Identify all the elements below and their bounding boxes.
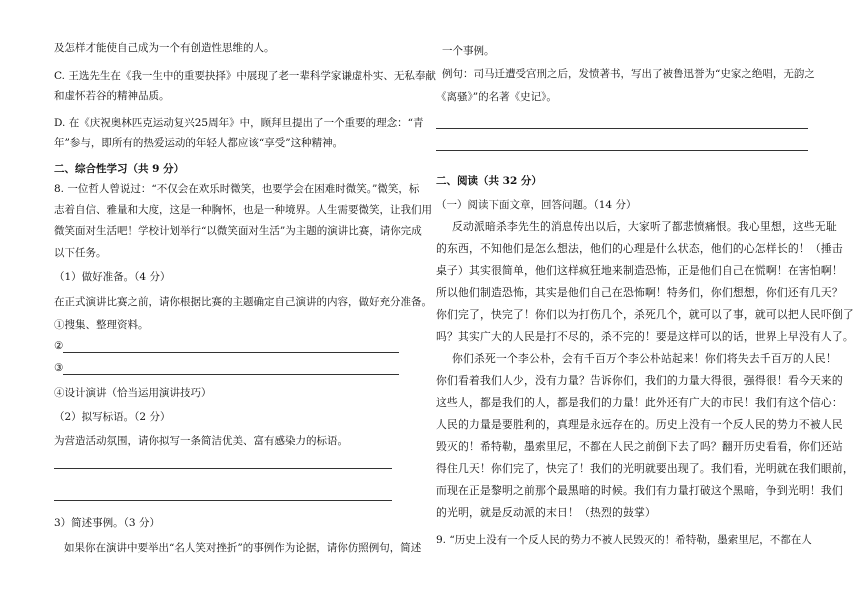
passage-line-1: 反动派暗杀李先生的消息传出以后，大家听了都悲愤痛恨。我心里想，这些无耻 [452,220,837,233]
step-2-answer-line[interactable] [63,343,399,353]
part-3-instruction-cont: 一个事例。 [442,45,495,57]
passage-line-8: 你们看着我们人少，没有力量？告诉你们，我们的力量大得很，强得很！看今天来的 [436,374,843,387]
section-heading-reading: 二、阅读（共 32 分） [436,175,542,187]
step-2-label: ② [54,340,64,352]
question-9: 9. “历史上没有一个反人民的势力不被人民毁灭的！希特勒，墨索里尼，不都在人 [436,534,812,546]
passage-line-4: 所以他们制造恐怖，其实是他们自己在恐怖啊！特务们，你们想想，你们还有几天？ [436,286,843,299]
reading-subsection-1: （一）阅读下面文章，回答问题。（14 分） [436,199,637,211]
slogan-answer-line-2[interactable] [54,500,392,501]
passage-line-11: 毁灭的！希特勒，墨索里尼，不都在人民之前倒下去了吗？翻开历史看看，你们还站 [436,440,843,453]
passage-line-9: 这些人，都是我们的人，都是我们的力量！此外还有广大的市民！我们有这个信心： [436,396,843,409]
option-b-cont: 及怎样才能使自己成为一个有创造性思维的人。 [54,42,275,54]
part-1-instruction: 在正式演讲比赛之前，请你根据比赛的主题确定自己演讲的内容，做好充分准备。 [54,296,432,308]
option-d-cont: 年”参与，即所有的热爱运动的年轻人都应该“享受”这种精神。 [54,137,344,149]
step-1: ①搜集、整理资料。 [54,319,149,331]
passage-line-5: 你们完了，快完了！你们以为打伤几个，杀死几个，就可以了事，就可以把人民吓倒了 [436,308,854,321]
example-answer-line-1[interactable] [436,128,808,129]
step-4: ④设计演讲（恰当运用演讲技巧） [54,387,212,399]
slogan-answer-line-1[interactable] [54,468,392,469]
passage-line-7: 你们杀死一个李公朴，会有千百万个李公朴站起来！你们将失去千百万的人民！ [452,352,837,365]
question-8-line2: 志着自信、雅量和大度，这是一种胸怀，也是一种境界。人生需要微笑，让我们用 [54,204,432,216]
passage-line-12: 得住几天！你们完了，快完了！我们的光明就要出现了。我们看，光明就在我们眼前， [436,462,854,475]
question-8-line1: 8. 一位哲人曾说过：“不仅会在欢乐时微笑，也要学会在困难时微笑。”微笑，标 [54,183,420,195]
passage-line-6: 吗？其实广大的人民是打不尽的，杀不完的！要是这样可以的话，世界上早没有人了。 [436,330,854,343]
passage-line-14: 的光明，就是反动派的末日！（热烈的鼓掌） [436,506,656,519]
passage-line-2: 的东西，不知他们是怎么想法，他们的心理是什么状态，他们的心怎样长的！（捶击 [436,242,843,255]
passage-line-3: 桌子）其实很简单，他们这样疯狂地来制造恐怖，正是他们自己在慌啊！在害怕啊！ [436,264,843,277]
example-answer-line-2[interactable] [436,150,808,151]
option-c: C. 王选先生在《我一生中的重要抉择》中展现了老一辈科学家谦虚朴实、无私奉献 [54,70,436,82]
question-8-line3: 微笑面对生活吧！学校计划举行“以微笑面对生活”为主题的演讲比赛，请你完成 [54,225,422,237]
part-3-instruction: 如果你在演讲中要举出“名人笑对挫折”的事例作为论据，请你仿照例句，简述 [64,542,422,554]
question-8-line4: 以下任务。 [54,247,107,259]
part-2-instruction: 为营造活动氛围，请你拟写一条简洁优美、富有感染力的标语。 [54,435,348,447]
passage-line-13: 而现在正是黎明之前那个最黑暗的时候。我们有力量打破这个黑暗，争到光明！我们 [436,484,843,497]
example-sentence: 例句：司马迁遭受宫刑之后，发愤著书，写出了被鲁迅誉为“史家之绝唱，无韵之 [442,68,815,80]
part-1-heading: （1）做好准备。（4 分） [54,271,171,283]
part-3-heading: 3）简述事例。（3 分） [54,517,160,529]
part-2-heading: （2）拟写标语。（2 分） [54,411,171,423]
section-heading-comprehensive: 二、综合性学习（共 9 分） [54,163,185,175]
option-d: D. 在《庆祝奥林匹克运动复兴25周年》中，顾拜旦提出了一个重要的理念：“青 [54,117,424,129]
passage-line-10: 人民的力量是要胜利的，真理是永远存在的。历史上没有一个反人民的势力不被人民 [436,418,843,431]
step-3-label: ③ [54,362,64,374]
step-3-answer-line[interactable] [63,365,399,375]
step-3 [54,361,399,375]
step-2 [54,339,399,353]
option-c-cont: 和虚怀若谷的精神品质。 [54,90,170,102]
example-sentence-cont: 《离骚》”的名著《史记》。 [436,91,557,103]
